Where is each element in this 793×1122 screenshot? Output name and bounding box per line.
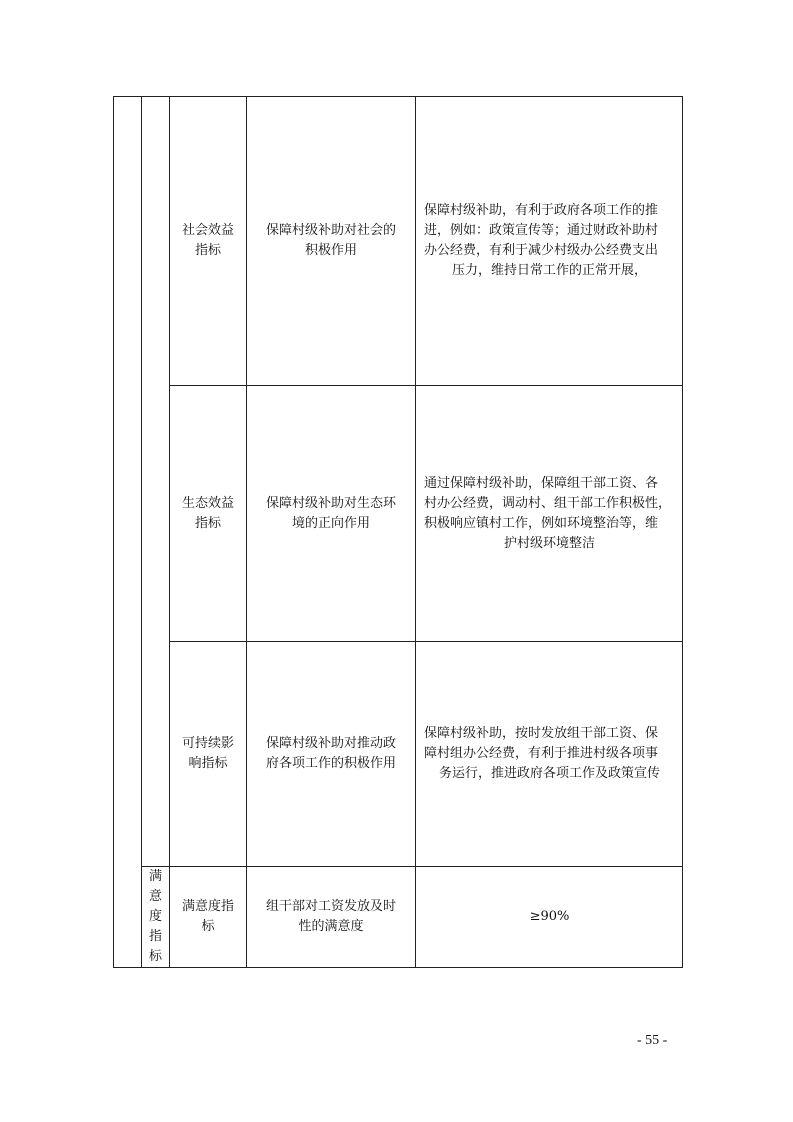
table-row — [114, 642, 683, 867]
value-line: 进，例如：政策宣传等；通过财政补助村 — [424, 223, 659, 238]
table-row — [114, 867, 683, 968]
content-cell — [247, 386, 416, 642]
value-cell — [416, 867, 683, 968]
indicator-line: 可持续影 — [181, 736, 234, 751]
value-line: 积极响应镇村工作，例如环境整治等，维 — [424, 515, 659, 531]
satisfaction-category-cell — [142, 867, 170, 968]
value-cell — [416, 97, 683, 386]
category-char: 度 — [148, 909, 162, 924]
level1-category-cell — [114, 97, 142, 968]
value-line: 务运行，推进政府各项工作及政策宣传 — [438, 766, 660, 781]
value-line: 村办公经费，调动村、组干部工作积极性， — [424, 495, 672, 511]
content-cell — [247, 642, 416, 867]
indicator-cell — [170, 867, 247, 968]
performance-indicator-table — [113, 96, 683, 968]
content-cell — [247, 97, 416, 386]
indicator-line: 指标 — [194, 515, 221, 531]
content-line: 组干部对工资发放及时 — [265, 899, 396, 914]
satisfaction-value: ≥90% — [529, 909, 570, 924]
category-char: 标 — [148, 949, 162, 964]
level2-category-cell — [142, 97, 170, 867]
value-line: 通过保障村级补助，保障组干部工资、各 — [424, 475, 659, 491]
content-cell — [247, 867, 416, 968]
value-cell — [416, 642, 683, 867]
category-char: 意 — [148, 889, 162, 904]
value-cell — [416, 386, 683, 642]
category-char: 指 — [148, 929, 162, 944]
indicator-line: 满意度指 — [181, 899, 234, 914]
indicator-line: 社会效益 — [181, 223, 234, 238]
content-line: 性的满意度 — [298, 919, 364, 934]
content-line: 积极作用 — [304, 243, 357, 258]
indicator-cell — [170, 386, 247, 642]
indicator-cell — [170, 97, 247, 386]
content-line: 保障村级补助对推动政 — [265, 736, 396, 751]
table-row — [114, 386, 683, 642]
indicator-cell — [170, 642, 247, 867]
indicator-line: 生态效益 — [181, 495, 234, 511]
value-line: 保障村级补助，有利于政府各项工作的推 — [424, 203, 659, 218]
category-char: 满 — [148, 869, 162, 884]
page-number: - 55 - — [637, 1033, 668, 1048]
value-line: 障村组办公经费，有利于推进村级各项事 — [424, 746, 659, 761]
value-line: 保障村级补助，按时发放组干部工资、保 — [424, 726, 659, 741]
content-line: 保障村级补助对生态环 — [265, 495, 396, 511]
content-line: 境的正向作用 — [291, 515, 370, 531]
value-line: 护村级环境整洁 — [503, 535, 595, 551]
indicator-line: 标 — [201, 919, 215, 934]
table-row — [114, 97, 683, 386]
value-line: 压力，维持日常工作的正常开展， — [451, 263, 647, 278]
value-line: 办公经费，有利于减少村级办公经费支出 — [424, 243, 659, 258]
content-line: 保障村级补助对社会的 — [265, 223, 396, 238]
content-line: 府各项工作的积极作用 — [265, 756, 396, 771]
indicator-line: 响指标 — [188, 756, 228, 771]
indicator-line: 指标 — [194, 243, 221, 258]
